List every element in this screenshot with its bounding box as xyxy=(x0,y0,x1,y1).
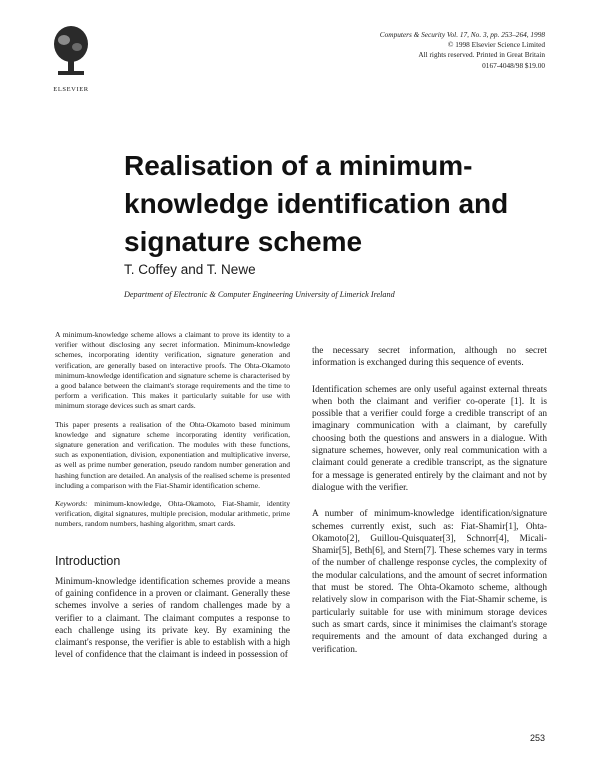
journal-line: Computers & Security Vol. 17, No. 3, pp. 253–264, 1998 xyxy=(379,30,545,39)
left-column xyxy=(55,330,290,676)
article-authors: T. Coffey and T. Newe xyxy=(124,262,256,277)
right-column xyxy=(312,345,547,670)
body-paragraph-1: the necessary secret information, although no secret information is exchanged during this sequence of events. xyxy=(312,346,547,369)
publisher-name: ELSEVIER xyxy=(53,86,89,93)
page-number: 253 xyxy=(529,733,545,743)
abstract-paragraph-1: A minimum-knowledge scheme allows a claimant to prove its identity to a verifier without disclosing any secret information. Minimum-knowledge schemes, incorporating identity verification, signature generation and verification, are generally based on interactive proofs. The Ohta-Okamoto minimum-knowledge identification and signature scheme is characterised by a good balance between the claimant's storage requirements and the time to perform a verification. This makes it particularly suitable for use with minimum storage devices such as smart cards. xyxy=(55,330,290,411)
introduction-paragraph: Minimum-knowledge identification schemes provide a means of gaining confidence in a proven or claimant. Generally these schemes involve a series of random challenges made by a verifier to a claimant. The claimant computes a response to each challenge using its private key. By examining the claimant's response, the verifier is able to establish with a high level of confidence that the claimant is indeed in possession of xyxy=(55,576,290,661)
publisher-logo xyxy=(50,22,92,93)
section-heading-introduction: Introduction xyxy=(55,553,121,568)
abstract-paragraph-2: This paper presents a realisation of the Ohta-Okamoto based minimum knowledge and signature scheme incorporating identity verification, signature generation and verification. The modules with these functions, such as exponentiation, division, exponentiation and multiplicative inverse, as well as prime number generation, pseudo random number generation and hashing function are detailed. An analysis of the realised scheme is presented including a comparison with the Fiat-Shamir identification scheme. xyxy=(55,419,290,490)
keywords xyxy=(55,499,290,530)
rights-line: All rights reserved. Printed in Great Britain xyxy=(418,50,545,60)
keywords-label: Keywords: xyxy=(55,499,88,509)
author-affiliation: Department of Electronic & Computer Engineering University of Limerick Ireland xyxy=(124,290,395,299)
copyright-line: © 1998 Elsevier Science Limited xyxy=(447,40,545,50)
body-paragraph-3: A number of minimum-knowledge identification/signature schemes currently exist, such as: Fiat-Shamir[1], Ohta-Okamoto[2], Guillou-Quisquater[3], Schnorr[4], Micali-Shamir[5], Beth[6], and Stern[7]. These schemes vary in terms of the number of challenge response cycles, the complexity of the modular calculations, and the amount of secret information that must be stored. The Ohta-Okamoto scheme, although relatively slow in comparison with the Fiat-Shamir scheme, is particularly suitable for use with minimum storage devices such as smart cards, since it minimises the claimant's storage requirements and the amount of data exchanged during a verification. xyxy=(312,509,547,655)
keywords-text: minimum-knowledge, Ohta-Okamoto, Fiat-Shamir, identity verification, digital signatures, multiple precision, modular arithmetic, prime numbers, random numbers, hashing algorithm, smart cards. xyxy=(55,499,290,529)
publication-info xyxy=(325,30,545,71)
article-title: Realisation of a minimum-knowledge identification and signature scheme xyxy=(124,150,509,257)
elsevier-tree-icon xyxy=(50,22,92,84)
body-paragraph-2: Identification schemes are only useful against external threats when both the claimant and verifier co-operate [1]. It is possible that a verifier could forge a credible transcript of an imaginary communication with a claimant, by carefully choosing both the questions and answers in a dialogue. With signature schemes, however, only real communication with a claimant could generate a credible transcript, as the signature for a message is generated entirely by the claimant and not by dialogue with the verifier. xyxy=(312,384,547,493)
issn-line: 0167-4048/98 $19.00 xyxy=(482,60,545,70)
